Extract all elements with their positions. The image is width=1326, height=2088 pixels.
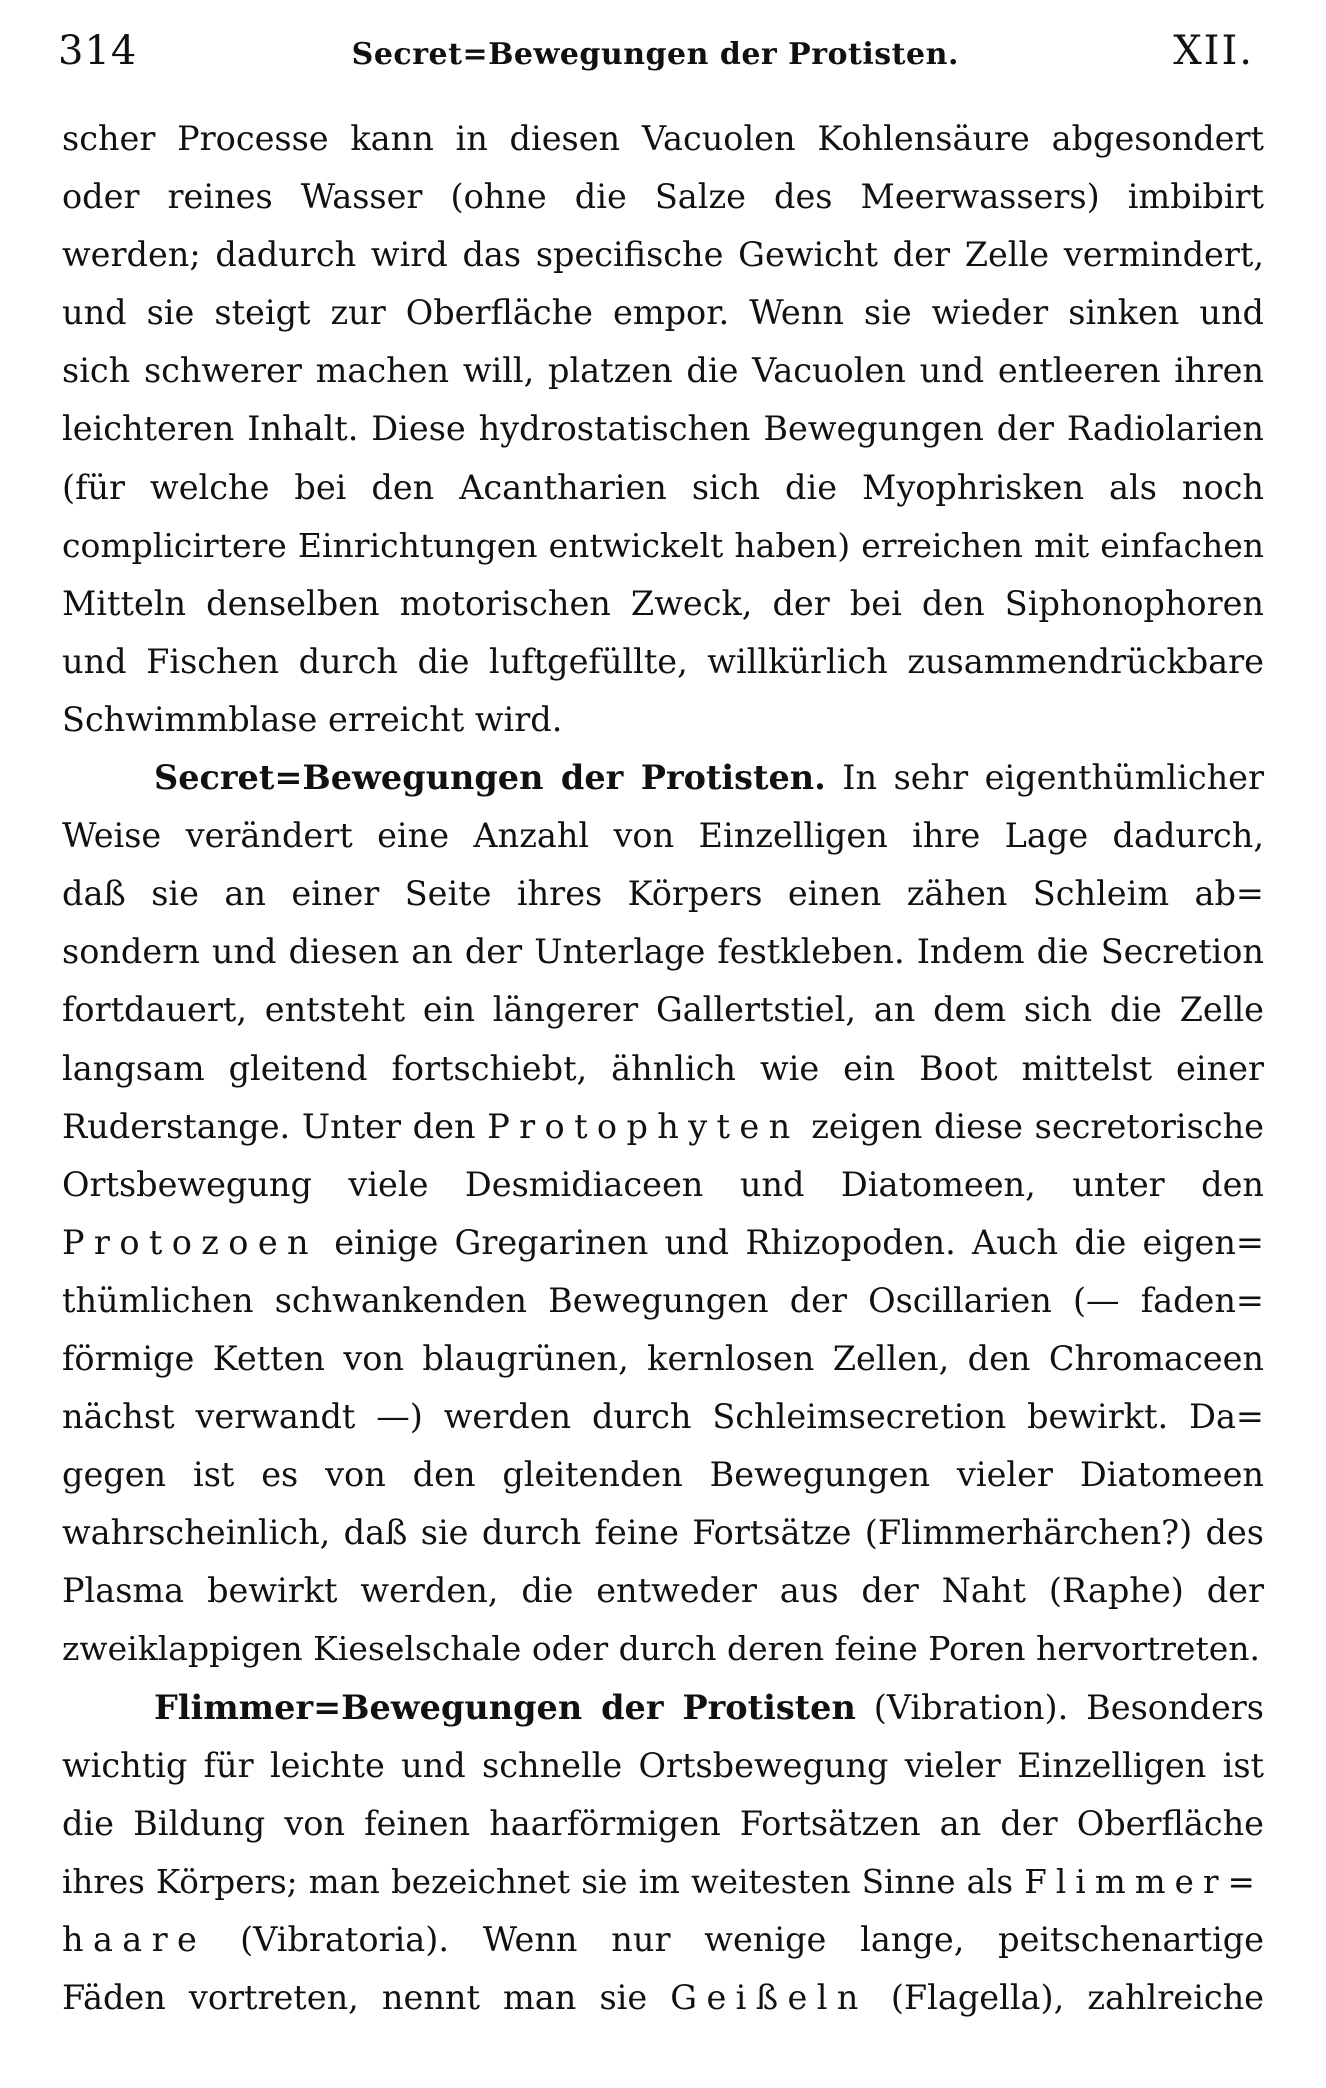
text-line: Flimmer=Bewegungen der Protisten (Vibration). Besonders: [154, 1687, 1264, 1727]
running-title: Secret=Bewegungen der Protisten.: [351, 37, 959, 72]
text-line: Mitteln denselben motorischen Zweck, der bei den Siphonophoren: [62, 583, 1264, 623]
text-line: die Bildung von feinen haarförmigen Fortsätzen an der Oberfläche: [62, 1803, 1264, 1843]
section-heading: Flimmer=Bewegungen der Protisten: [154, 1687, 856, 1727]
text-line: Ortsbewegung viele Desmidiaceen und Diatomeen, unter den: [62, 1164, 1264, 1204]
chapter-number: XII.: [1173, 28, 1254, 74]
text-line: Fäden vortreten, nennt man sie Geißeln (Flagella), zahlreiche: [62, 1978, 1264, 2017]
text-line: langsam gleitend fortschiebt, ähnlich wie ein Boot mittelst einer: [62, 1048, 1264, 1088]
text-line: Protozoen einige Gregarinen und Rhizopoden. Auch die eigen=: [62, 1222, 1264, 1262]
text-line: wichtig für leichte und schnelle Ortsbewegung vieler Einzelligen ist: [62, 1745, 1264, 1785]
text-line: zweiklappigen Kieselschale oder durch deren feine Poren hervortreten.: [62, 1629, 1260, 1669]
text-line: scher Processe kann in diesen Vacuolen Kohlensäure abgesondert: [62, 119, 1264, 158]
text-line: leichteren Inhalt. Diese hydrostatischen Bewegungen der Radiolarien: [62, 409, 1264, 449]
text-line: sondern und diesen an der Unterlage festkleben. Indem die Secretion: [62, 932, 1264, 972]
text-line: und Fischen durch die luftgefüllte, willkürlich zusammendrückbare: [62, 641, 1264, 681]
text-line: complicirtere Einrichtungen entwickelt haben) erreichen mit einfachen: [62, 525, 1264, 565]
spaced-term: haare: [62, 1919, 207, 1959]
text-line: werden; dadurch wird das specifische Gewicht der Zelle vermindert,: [62, 235, 1264, 275]
text-line: Ruderstange. Unter den Protophyten zeigen diese secretorische: [62, 1106, 1264, 1146]
text-line: daß sie an einer Seite ihres Körpers einen zähen Schleim ab=: [62, 874, 1264, 914]
spaced-term: Protophyten: [487, 1106, 800, 1146]
text-line: Plasma bewirkt werden, die entweder aus der Naht (Raphe) der: [62, 1571, 1264, 1611]
text-line: thümlichen schwankenden Bewegungen der Oscillarien (— faden=: [62, 1280, 1264, 1320]
text-line: (für welche bei den Acantharien sich die Myophrisken als noch: [62, 467, 1264, 507]
text-line: gegen ist es von den gleitenden Bewegungen vieler Diatomeen: [62, 1455, 1264, 1495]
page-number: 314: [58, 28, 138, 74]
text-line: Schwimmblase erreicht wird.: [62, 699, 563, 739]
spaced-term: Protozoen: [62, 1222, 318, 1262]
section-heading: Secret=Bewegungen der Protisten.: [154, 758, 826, 798]
text-line: wahrscheinlich, daß sie durch feine Fortsätze (Flimmerhärchen?) des: [62, 1513, 1264, 1553]
text-line: nächst verwandt —) werden durch Schleimsecretion bewirkt. Da=: [62, 1397, 1264, 1437]
text-line: sich schwerer machen will, platzen die Vacuolen und entleeren ihren: [62, 351, 1264, 391]
spaced-term: Geißeln: [670, 1978, 868, 2017]
text-line: und sie steigt zur Oberfläche empor. Wenn sie wieder sinken und: [62, 293, 1264, 333]
text-line: haare (Vibratoria). Wenn nur wenige lange, peitschenartige: [62, 1919, 1264, 1959]
text-line: oder reines Wasser (ohne die Salze des Meerwassers) imbibirt: [62, 177, 1264, 217]
body-text: [62, 110, 1264, 2027]
running-head: [58, 28, 1254, 88]
text-line: Weise verändert eine Anzahl von Einzelligen ihre Lage dadurch,: [62, 816, 1264, 856]
text-line: ihres Körpers; man bezeichnet sie im weitesten Sinne als Flimmer=: [62, 1862, 1264, 1901]
text-line: förmige Ketten von blaugrünen, kernlosen Zellen, den Chromaceen: [62, 1338, 1264, 1378]
text-line: Secret=Bewegungen der Protisten. In sehr eigenthümlicher: [154, 758, 1265, 798]
text-line: fortdauert, entsteht ein längerer Gallertstiel, an dem sich die Zelle: [62, 990, 1264, 1030]
spaced-term: Flimmer=: [1024, 1862, 1264, 1901]
